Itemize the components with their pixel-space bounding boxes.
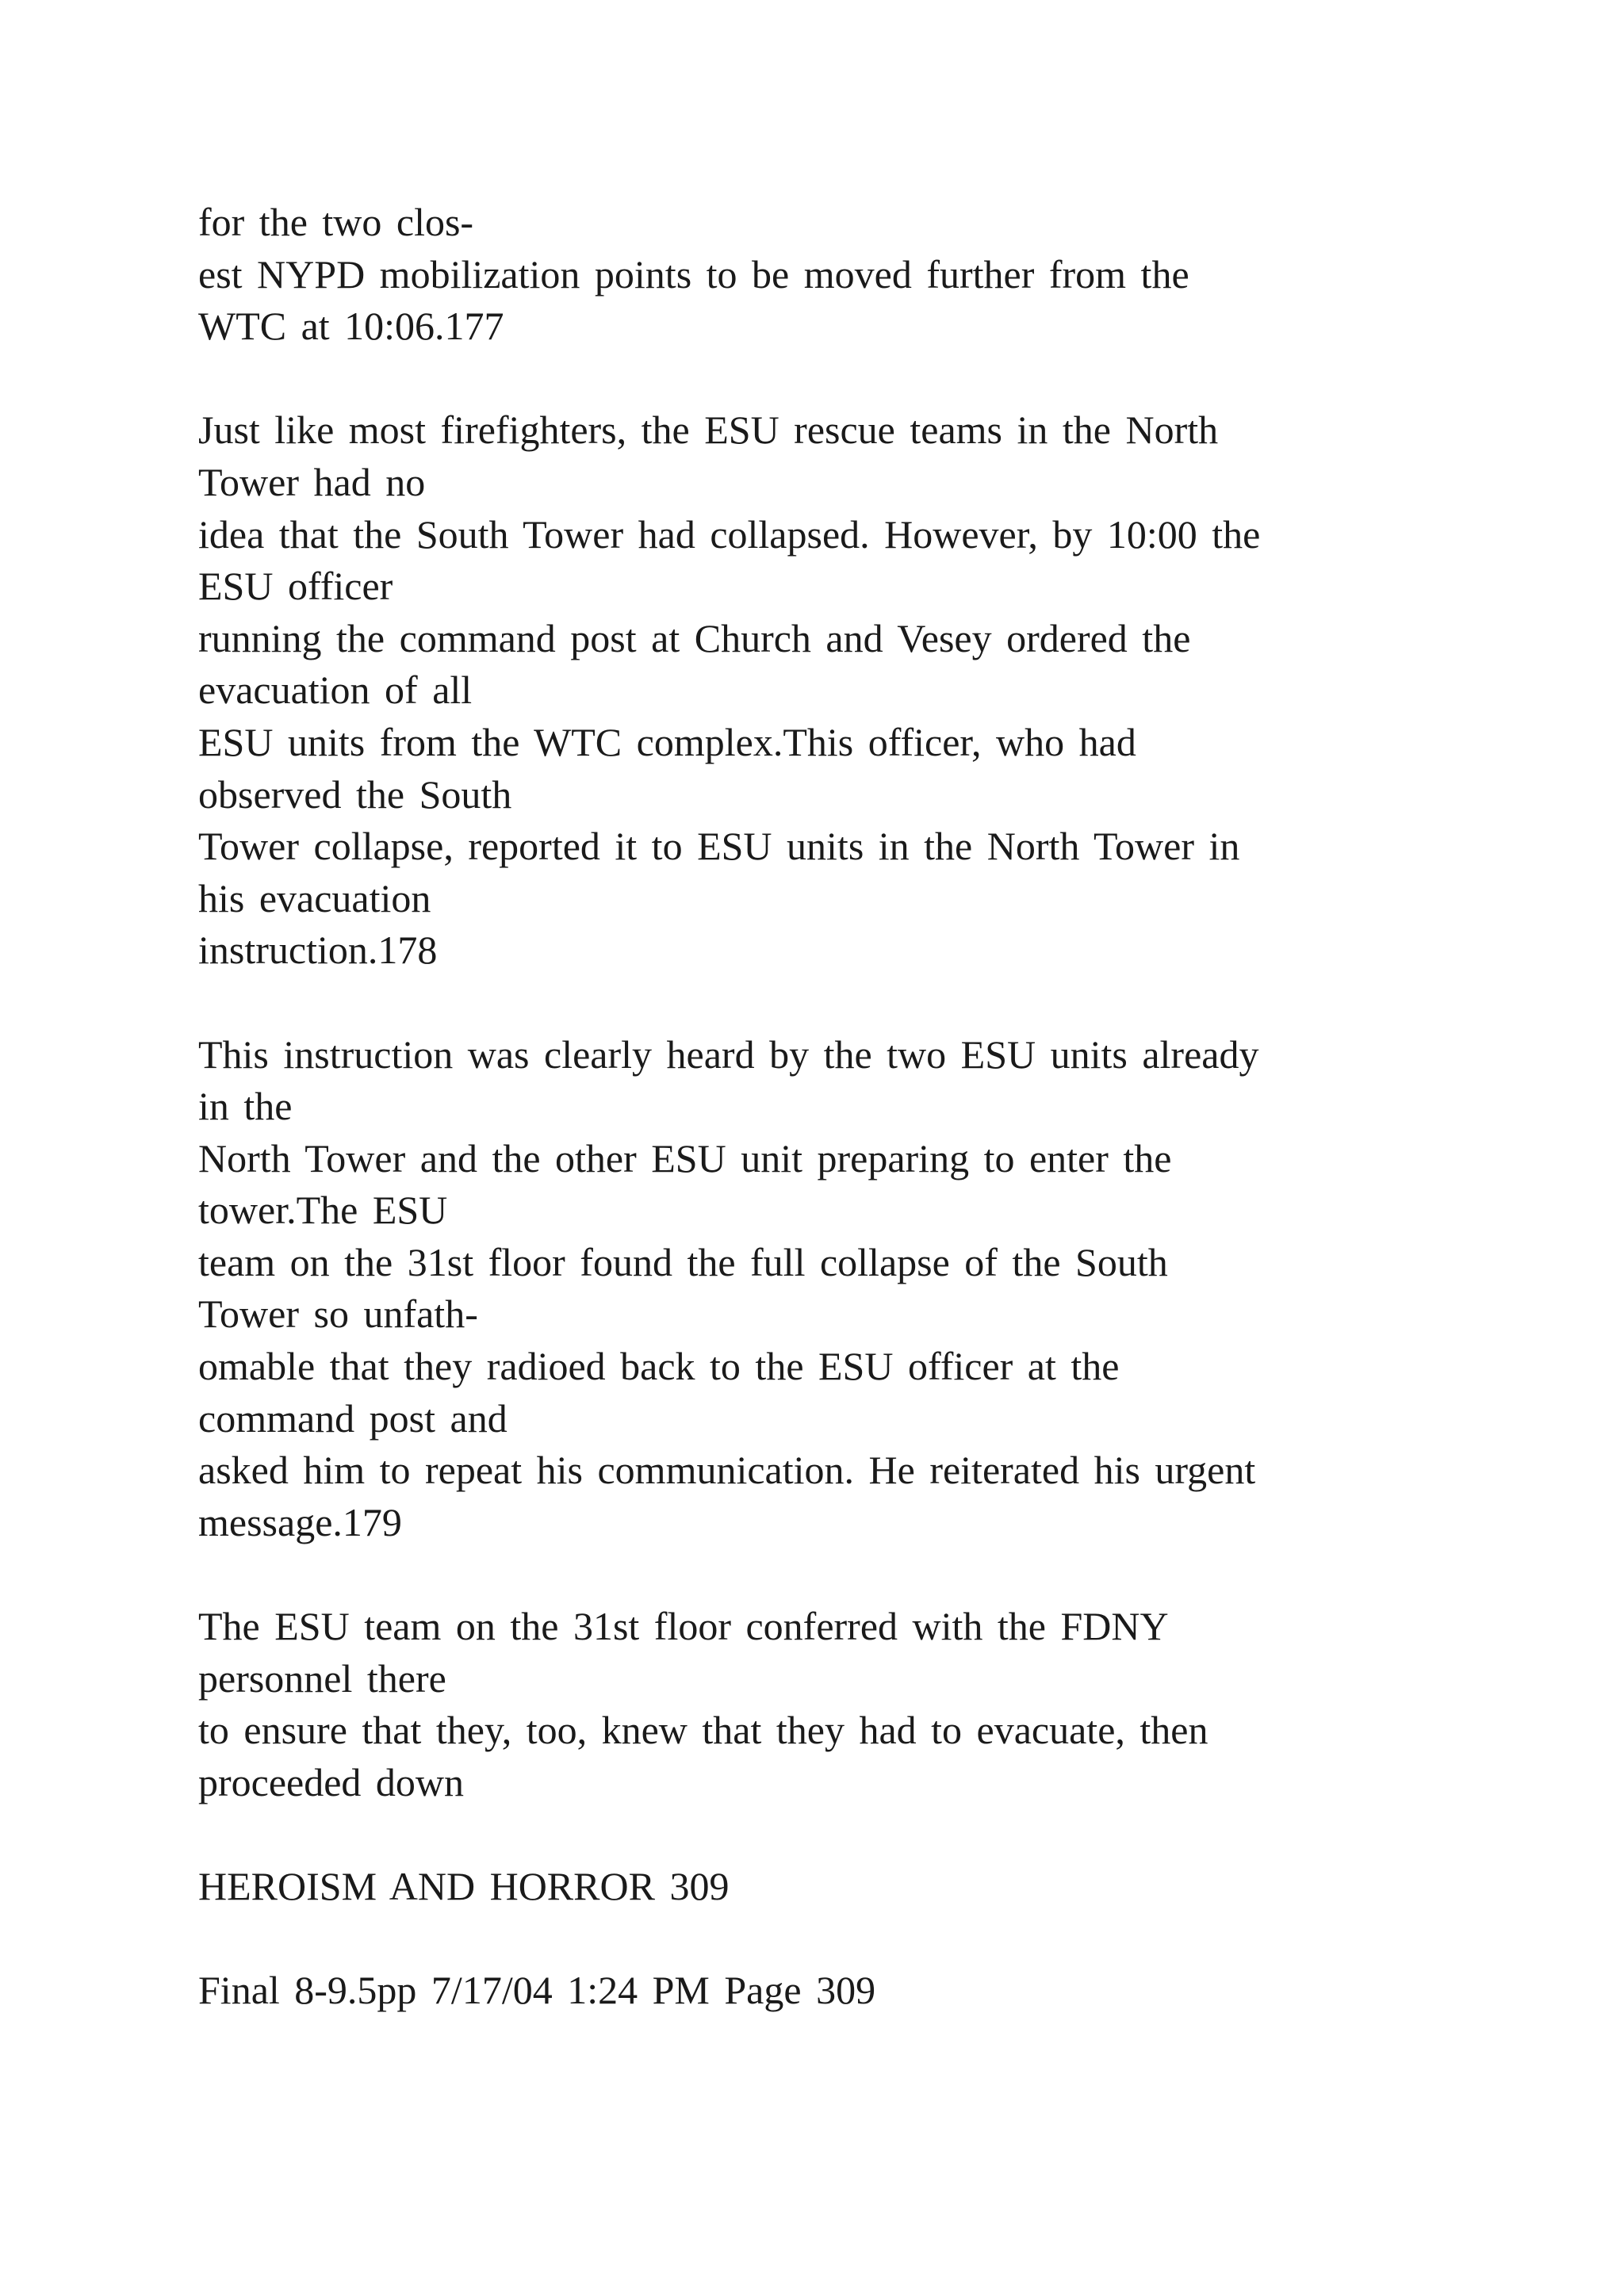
paragraph-3 — [198, 1029, 1546, 1549]
paragraph-4 — [198, 1601, 1546, 1808]
page-text — [198, 197, 1546, 2068]
text-line: WTC at 10:06.177 — [198, 304, 504, 349]
text-line: asked him to repeat his communication. He reiterated his urgent — [198, 1448, 1256, 1493]
slug-line: Final 8-9.5pp 7/17/04 1:24 PM Page 309 — [198, 1968, 876, 2013]
text-line: for the two clos- — [198, 200, 474, 244]
paragraph-1 — [198, 197, 1546, 353]
text-line: team on the 31st floor found the full collapse of the South — [198, 1239, 1168, 1284]
text-line: idea that the South Tower had collapsed. However, by 10:00 the — [198, 511, 1261, 557]
text-line: tower.The ESU — [198, 1188, 448, 1233]
text-line: Tower had no — [198, 459, 426, 504]
text-line: running the command post at Church and Vesey ordered the — [198, 615, 1191, 660]
text-line: his evacuation — [198, 875, 431, 920]
paragraph-2 — [198, 404, 1546, 977]
text-line: Tower collapse, reported it to ESU units in the North Tower in — [198, 824, 1240, 869]
text-line: observed the South — [198, 771, 512, 817]
text-line: in the — [198, 1084, 293, 1129]
text-line: ESU officer — [198, 564, 393, 609]
text-line: North Tower and the other ESU unit preparing to enter the — [198, 1135, 1172, 1181]
text-line: ESU units from the WTC complex.This officer, who had — [198, 719, 1136, 764]
print-slug — [198, 1965, 1546, 2017]
running-footer — [198, 1861, 1546, 1913]
text-line: Tower so unfath- — [198, 1292, 478, 1337]
text-line: Just like most firefighters, the ESU rescue teams in the North — [198, 408, 1219, 453]
text-line: proceeded down — [198, 1759, 465, 1804]
text-line: The ESU team on the 31st floor conferred with the FDNY — [198, 1604, 1169, 1649]
text-line: est NYPD mobilization points to be moved further from the — [198, 251, 1189, 297]
text-line: omable that they radioed back to the ESU officer at the — [198, 1344, 1120, 1389]
text-line: to ensure that they, too, knew that they had to evacuate, then — [198, 1708, 1208, 1753]
footer-line: HEROISM AND HORROR 309 — [198, 1864, 730, 1908]
text-line: message.179 — [198, 1499, 402, 1544]
text-line: This instruction was clearly heard by the two ESU units already — [198, 1031, 1259, 1077]
text-line: instruction.178 — [198, 928, 438, 973]
text-line: personnel there — [198, 1655, 446, 1701]
text-line: command post and — [198, 1395, 508, 1441]
text-line: evacuation of all — [198, 668, 473, 713]
